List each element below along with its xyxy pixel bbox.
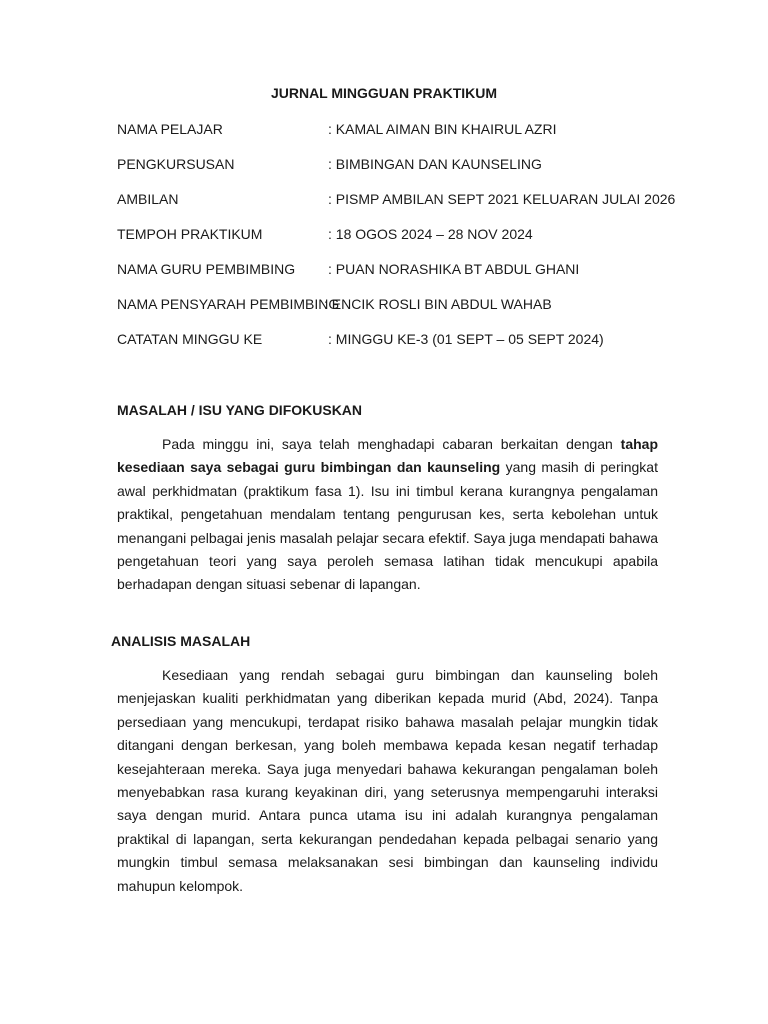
paragraph-text: Kesediaan yang rendah sebagai guru bimbingan dan kaunseling boleh menjejaskan kualiti perkhidmatan yang diberikan kepada murid (Abd, 2024). Tanpa persediaan yang mencukupi, terdapat risiko bahawa masalah pelajar mungkin tidak ditangani dengan berkesan, yang boleh membawa kepada kesan negatif terhadap kesejahteraan mereka. Saya juga menyedari bahawa kekurangan pengalaman boleh menyebabkan rasa kurang keyakinan diri, yang seterusnya mempengaruhi interaksi saya dengan murid. Antara punca utama isu ini adalah kurangnya pengalaman praktikal di lapangan, serta kekurangan pendedahan kepada pelbagai senario yang mungkin timbul semasa melaksanakan sesi bimbingan dan kaunseling individu mahupun kelompok.	[117, 667, 658, 894]
paragraph-text: yang masih di peringkat awal perkhidmatan (praktikum fasa 1). Isu ini timbul kerana kurangnya pengalaman praktikal, pengetahuan mendalam tentang pengurusan kes, serta kebolehan untuk menangani pelbagai jenis masalah pelajar secara efektif. Saya juga mendapati bahawa pengetahuan teori yang saya peroleh semasa latihan tidak mencukupi apabila berhadapan dengan situasi sebenar di lapangan.	[117, 459, 658, 593]
info-value: : MINGGU KE-3 (01 SEPT – 05 SEPT 2024)	[328, 331, 604, 347]
info-label: PENGKURSUSAN	[117, 156, 235, 172]
document-title: JURNAL MINGGUAN PRAKTIKUM	[270, 85, 498, 101]
info-label: NAMA GURU PEMBIMBING	[117, 261, 296, 277]
info-label: AMBILAN	[117, 191, 179, 207]
info-value: : 18 OGOS 2024 – 28 NOV 2024	[328, 226, 533, 242]
info-row-pengkursusan	[117, 156, 737, 176]
paragraph-analisis	[117, 664, 658, 898]
info-value: : PISMP AMBILAN SEPT 2021 KELUARAN JULAI 2026	[328, 191, 676, 207]
paragraph-masalah	[117, 433, 658, 597]
info-label: TEMPOH PRAKTIKUM	[117, 226, 263, 242]
info-row-ambilan	[117, 191, 737, 211]
info-value: : BIMBINGAN DAN KAUNSELING	[328, 156, 542, 172]
info-row-catatan-minggu-ke	[117, 331, 737, 351]
section-heading-analisis: ANALISIS MASALAH	[111, 633, 251, 649]
info-value: : PUAN NORASHIKA BT ABDUL GHANI	[328, 261, 580, 277]
info-row-nama-guru-pembimbing	[117, 261, 737, 281]
paragraph-bold-text: tahap kesediaan saya sebagai guru bimbingan dan kaunseling	[117, 436, 658, 476]
info-label: NAMA PELAJAR	[117, 121, 223, 137]
section-heading-masalah: MASALAH / ISU YANG DIFOKUSKAN	[117, 402, 363, 418]
info-row-tempoh-praktikum	[117, 226, 737, 246]
info-value: : KAMAL AIMAN BIN KHAIRUL AZRI	[328, 121, 557, 137]
info-label: NAMA PENSYARAH PEMBIMBING	[117, 296, 340, 312]
info-row-nama-pensyarah-pembimbing	[117, 296, 737, 316]
paragraph-text: Pada minggu ini, saya telah menghadapi cabaran berkaitan dengan	[162, 436, 621, 452]
info-value: : ENCIK ROSLI BIN ABDUL WAHAB	[324, 296, 552, 312]
info-row-nama-pelajar	[117, 121, 737, 141]
info-label: CATATAN MINGGU KE	[117, 331, 263, 347]
